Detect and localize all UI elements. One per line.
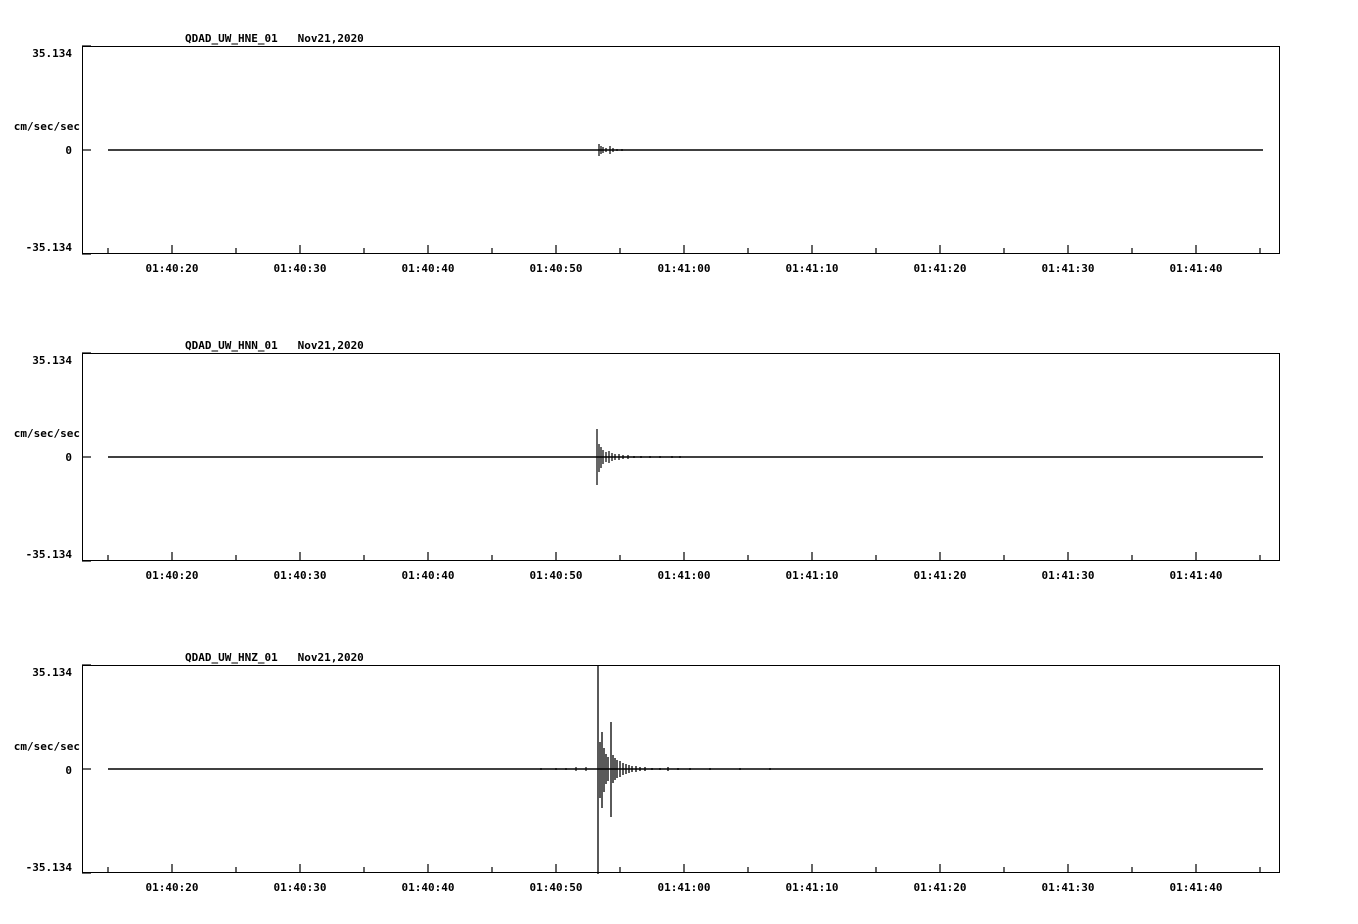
y-axis-max-label-hnn: 35.134 bbox=[32, 354, 72, 367]
y-axis-zero-label-hnn: 0 bbox=[65, 451, 72, 464]
panel-title-hne: QDAD_UW_HNE_01 Nov21,2020 bbox=[185, 32, 364, 45]
y-axis-units-label-hnz: cm/sec/sec bbox=[13, 740, 80, 753]
y-axis-units-label-hne: cm/sec/sec bbox=[13, 120, 80, 133]
x-tick-label-hne-5: 01:41:10 bbox=[785, 262, 839, 275]
x-tick-label-hnz-2: 01:40:40 bbox=[401, 881, 455, 894]
x-tick-label-hnz-0: 01:40:20 bbox=[145, 881, 199, 894]
x-tick-label-hnz-5: 01:41:10 bbox=[785, 881, 839, 894]
y-axis-max-label-hne: 35.134 bbox=[32, 47, 72, 60]
x-tick-label-hne-1: 01:40:30 bbox=[273, 262, 327, 275]
x-tick-label-hne-0: 01:40:20 bbox=[145, 262, 199, 275]
x-tick-label-hnn-2: 01:40:40 bbox=[401, 569, 455, 582]
x-tick-label-hnz-4: 01:41:00 bbox=[657, 881, 711, 894]
y-axis-min-label-hne: -35.134 bbox=[25, 241, 72, 254]
waveform-trace-hnz bbox=[0, 612, 1358, 924]
y-axis-max-label-hnz: 35.134 bbox=[32, 666, 72, 679]
y-axis-min-label-hnn: -35.134 bbox=[25, 548, 72, 561]
y-axis-zero-label-hne: 0 bbox=[65, 144, 72, 157]
x-tick-label-hnz-6: 01:41:20 bbox=[913, 881, 967, 894]
y-axis-units-label-hnn: cm/sec/sec bbox=[13, 427, 80, 440]
x-tick-label-hne-3: 01:40:50 bbox=[529, 262, 583, 275]
y-axis-min-label-hnz: -35.134 bbox=[25, 861, 72, 874]
waveform-trace-hnn bbox=[0, 306, 1358, 606]
x-tick-label-hnz-7: 01:41:30 bbox=[1041, 881, 1095, 894]
x-tick-label-hnn-4: 01:41:00 bbox=[657, 569, 711, 582]
x-tick-label-hnz-8: 01:41:40 bbox=[1169, 881, 1223, 894]
x-tick-label-hne-8: 01:41:40 bbox=[1169, 262, 1223, 275]
panel-title-hnn: QDAD_UW_HNN_01 Nov21,2020 bbox=[185, 339, 364, 352]
x-tick-label-hnn-3: 01:40:50 bbox=[529, 569, 583, 582]
panel-title-hnz: QDAD_UW_HNZ_01 Nov21,2020 bbox=[185, 651, 364, 664]
x-tick-label-hnn-5: 01:41:10 bbox=[785, 569, 839, 582]
seismogram-panel-hnn bbox=[0, 306, 1358, 606]
x-tick-label-hne-7: 01:41:30 bbox=[1041, 262, 1095, 275]
x-tick-label-hnn-1: 01:40:30 bbox=[273, 569, 327, 582]
x-tick-label-hne-6: 01:41:20 bbox=[913, 262, 967, 275]
y-axis-zero-label-hnz: 0 bbox=[65, 764, 72, 777]
x-tick-label-hnn-0: 01:40:20 bbox=[145, 569, 199, 582]
waveform-trace-hne bbox=[0, 0, 1358, 300]
seismogram-panel-hnz bbox=[0, 612, 1358, 924]
x-tick-label-hnz-1: 01:40:30 bbox=[273, 881, 327, 894]
x-tick-label-hne-4: 01:41:00 bbox=[657, 262, 711, 275]
x-tick-label-hnn-6: 01:41:20 bbox=[913, 569, 967, 582]
x-tick-label-hnn-8: 01:41:40 bbox=[1169, 569, 1223, 582]
x-tick-label-hnz-3: 01:40:50 bbox=[529, 881, 583, 894]
seismogram-panel-hne bbox=[0, 0, 1358, 300]
x-tick-label-hnn-7: 01:41:30 bbox=[1041, 569, 1095, 582]
x-tick-label-hne-2: 01:40:40 bbox=[401, 262, 455, 275]
